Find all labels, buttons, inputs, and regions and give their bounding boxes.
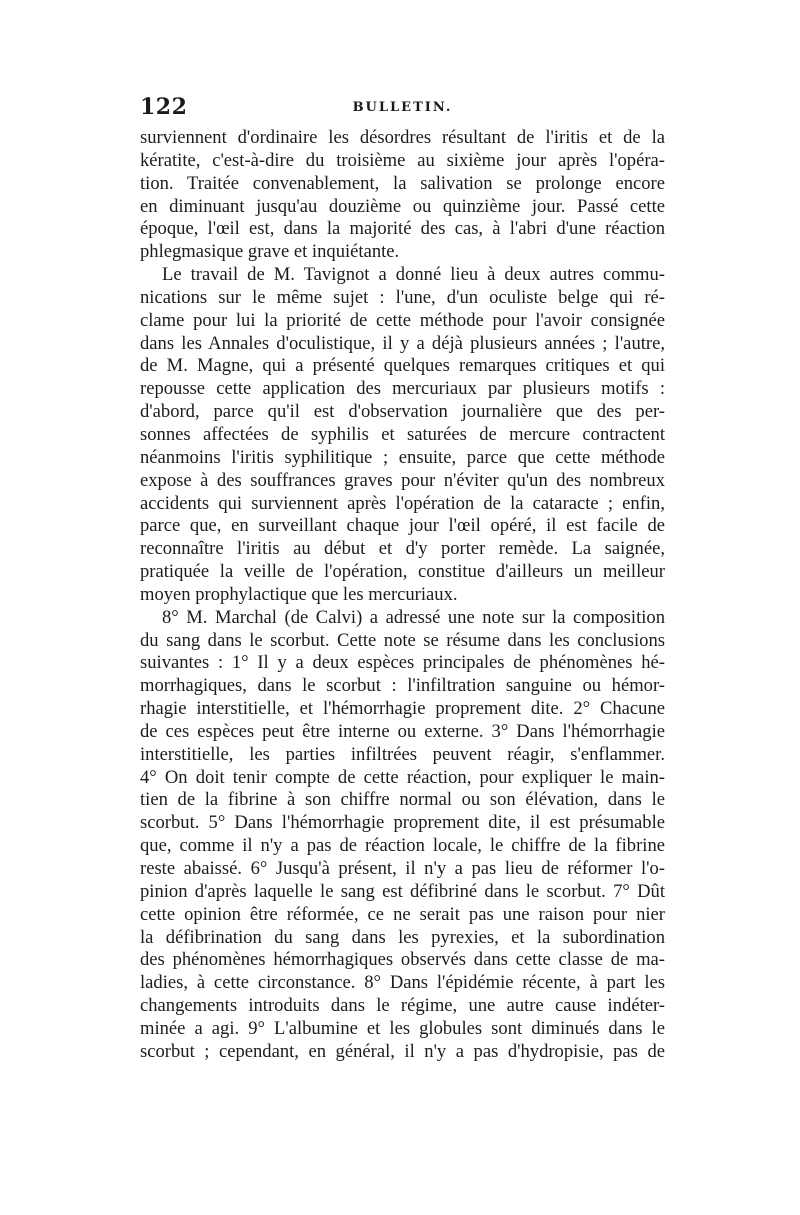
text-line: interstitielle, les parties infiltrées peuvent réagir, s'enflammer. — [140, 743, 665, 765]
text-line: des phénomènes hémorrhagiques observés dans cette classe de ma- — [140, 949, 665, 971]
text-line: parce que, en surveillant chaque jour l'œil opéré, il est facile de — [140, 515, 665, 537]
text-line: phlegmasique grave et inquiétante. — [140, 241, 400, 263]
text-line: tion. Traitée convenablement, la salivation se prolonge encore — [140, 172, 665, 194]
text-line: pratiquée la veille de l'opération, constitue d'ailleurs un meilleur — [140, 561, 665, 583]
text-line: moyen prophylactique que les mercuriaux. — [140, 583, 458, 605]
text-line: Le travail de M. Tavignot a donné lieu à deux autres commu- — [162, 264, 665, 286]
text-line: la défibrination du sang dans les pyrexies, et la subordination — [140, 926, 665, 948]
text-line: du sang dans le scorbut. Cette note se résume dans les conclusions — [140, 629, 665, 651]
text-line: scorbut. 5° Dans l'hémorrhagie proprement dite, il est présumable — [140, 812, 665, 834]
text-line: pinion d'après laquelle le sang est défibriné dans le scorbut. 7° Dût — [140, 880, 665, 902]
text-line: repousse cette application des mercuriaux par plusieurs motifs : — [140, 378, 665, 400]
text-line: de ces espèces peut être interne ou externe. 3° Dans l'hémorrhagie — [140, 720, 665, 742]
text-line: d'abord, parce qu'il est d'observation journalière que des per- — [140, 401, 665, 423]
text-line: reste abaissé. 6° Jusqu'à présent, il n'y a pas lieu de réformer l'o- — [140, 858, 665, 879]
text-line: expose à des souffrances graves pour n'éviter qu'un des nombreux — [140, 469, 665, 491]
text-line: morrhagiques, dans le scorbut : l'infiltration sanguine ou hémor- — [140, 675, 665, 697]
text-line: changements introduits dans le régime, une autre cause indéter- — [140, 995, 665, 1017]
text-line: rhagie interstitielle, et l'hémorrhagie proprement dite. 2° Chacune — [140, 698, 665, 720]
text-line: de M. Magne, qui a présenté quelques remarques critiques et qui — [140, 355, 665, 377]
text-line: néanmoins l'iritis syphilitique ; ensuite, parce que cette méthode — [140, 446, 665, 468]
page-header — [140, 94, 665, 124]
text-line: kératite, c'est-à-dire du troisième au sixième jour après l'opéra- — [140, 149, 665, 171]
text-line: époque, l'œil est, dans la majorité des cas, à l'abri d'une réaction — [140, 218, 665, 240]
text-line: reconnaître l'iritis au début et d'y porter remède. La saignée, — [140, 538, 665, 560]
text-line: surviennent d'ordinaire les désordres résultant de l'iritis et de la — [140, 127, 665, 148]
text-line: minée a agi. 9° L'albumine et les globules sont diminués dans le — [140, 1017, 665, 1039]
text-line: clame pour lui la priorité de cette méthode pour l'avoir consignée — [140, 309, 665, 331]
text-line: scorbut ; cependant, en général, il n'y a pas d'hydropisie, pas de — [140, 1040, 665, 1062]
text-line: dans les Annales d'oculistique, il y a déjà plusieurs années ; l'autre, — [140, 332, 665, 354]
text-line: en diminuant jusqu'au douzième ou quinzième jour. Passé cette — [140, 195, 665, 217]
text-line: 4° On doit tenir compte de cette réaction, pour expliquer le main- — [140, 766, 665, 788]
text-line: sonnes affectées de syphilis et saturées de mercure contractent — [140, 423, 665, 445]
text-line: nications sur le même sujet : l'une, d'un oculiste belge qui ré- — [140, 286, 665, 308]
text-line: cette opinion être réformée, ce ne serait pas une raison pour nier — [140, 903, 665, 925]
text-line: 8° M. Marchal (de Calvi) a adressé une note sur la composition — [162, 606, 665, 628]
text-line: suivantes : 1° Il y a deux espèces principales de phénomènes hé- — [140, 652, 665, 674]
text-line: ladies, à cette circonstance. 8° Dans l'épidémie récente, à part les — [140, 972, 665, 994]
page-number: 122 — [140, 94, 188, 120]
text-line: tien de la fibrine à son chiffre normal ou son élévation, dans le — [140, 789, 665, 811]
text-line: que, comme il n'y a pas de réaction locale, le chiffre de la fibrine — [140, 835, 665, 857]
running-title: BULLETIN. — [352, 100, 453, 115]
body-text — [140, 127, 665, 1064]
text-line: accidents qui surviennent après l'opération de la cataracte ; enfin, — [140, 492, 665, 514]
